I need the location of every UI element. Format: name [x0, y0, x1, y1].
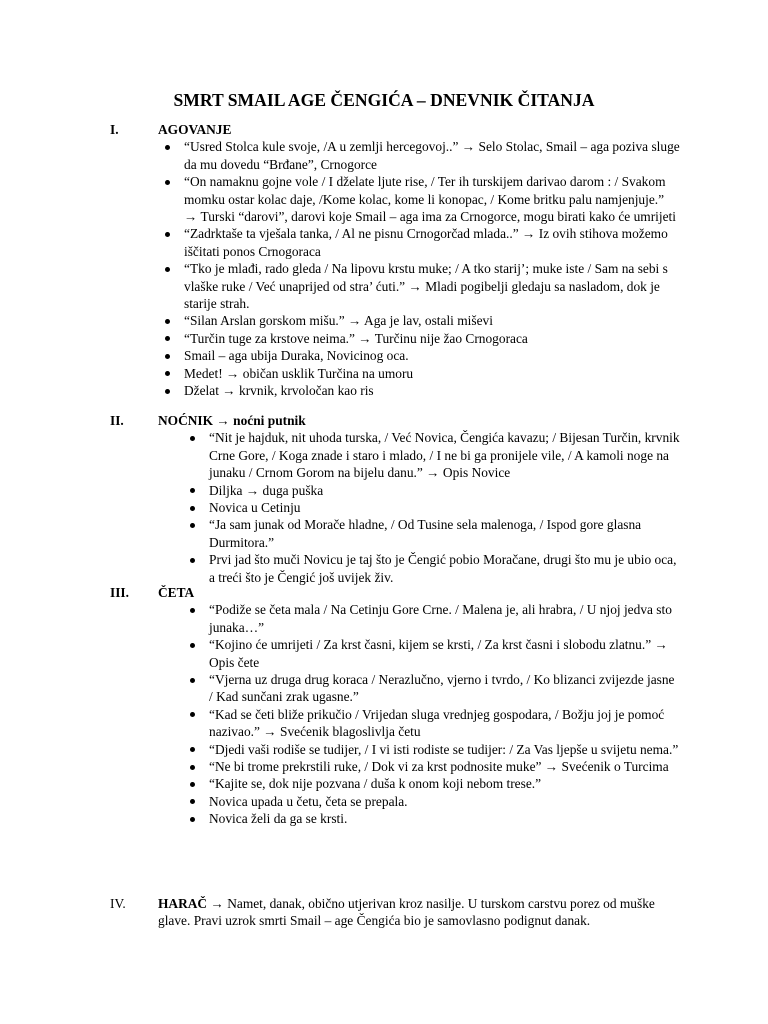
bullet-list [209, 601, 680, 827]
list-item: “Kajite se, dok nije pozvana / duša k onom koji nebom trese.” [209, 775, 680, 792]
list-item: “On namaknu gojne vole / I dželate ljute rise, / Ter ih turskijem darivao darom : / Svakom momku ostar kolac daje, /Kome kolac, kome li konopac, / Kome britku palu namjenjuje.” → Turski “darovi”, darovi koje Smail – aga ima za Crnogorce, mogu birati kako će umrijeti [184, 173, 680, 225]
list-item: “Djedi vaši rodiše se tudijer, / I vi isti rodiste se tudijer: / Za Vas ljepše u svijetu nema.” [209, 741, 679, 757]
section-ceta [110, 584, 680, 828]
section-numeral: II. [110, 413, 124, 428]
list-item: Medet! → običan usklik Turčina na umoru [184, 365, 680, 382]
bullet-list [209, 429, 680, 586]
list-item: Diljka → duga puška [209, 482, 680, 499]
section-numeral: IV. [110, 896, 126, 911]
list-item: “Ne bi trome prekrstili ruke, / Dok vi za krst podnosite muke” → Svećenik o Turcima [209, 758, 680, 775]
section-agovanje [110, 121, 680, 399]
section-heading [110, 412, 680, 429]
list-item: Novica želi da ga se krsti. [209, 810, 680, 827]
section-title: ČETA [158, 585, 195, 600]
section-numeral: I. [110, 122, 119, 137]
list-item: Prvi jad što muči Novicu je taj što je Čengić pobio Moračane, drugi što mu je ubio oca, a treći što je Čengić još uvijek živ. [209, 551, 680, 586]
list-item: Dželat → krvnik, krvoločan kao ris [184, 382, 680, 399]
section-title: AGOVANJE [158, 122, 232, 137]
document-title: SMRT SMAIL AGE ČENGIĆA – DNEVNIK ČITANJA [173, 90, 595, 110]
bullet-list [184, 138, 680, 399]
section-heading [110, 121, 680, 138]
list-item: “Kojino će umrijeti / Za krst časni, kijem se krsti, / Za krst časni i slobodu zlatnu.” → Opis čete [209, 636, 680, 671]
list-item: “Vjerna uz druga drug koraca / Nerazlučno, vjerno i tvrdo, / Ko blizanci zvijezde jasne / Kad sunčani zrak ugasne.” [209, 671, 680, 706]
list-item: “Usred Stolca kule svoje, /A u zemlji hercegovoj..” → Selo Stolac, Smail – aga poziva sluge da mu dovedu “Brđane”, Crnogorce [184, 139, 680, 172]
section-numeral: III. [110, 585, 129, 600]
section-harac [158, 895, 668, 930]
section-heading [110, 584, 680, 601]
list-item: “Podiže se četa mala / Na Cetinju Gore Crne. / Malena je, ali hrabra, / U njoj jedva sto junaka…” [209, 601, 680, 636]
list-item: Smail – aga ubija Duraka, Novicinog oca. [184, 347, 680, 364]
section-title: HARAČ [158, 896, 208, 911]
list-item: “Ja sam junak od Morače hladne, / Od Tusine sela malenoga, / Ispod gore glasna Durmitora.” [209, 516, 680, 551]
list-item: “Kad se četi bliže prikučio / Vrijedan sluga vrednjeg gospodara, / Božju joj je pomoć nazivao.” → Svećenik blagoslivlja četu [209, 706, 680, 741]
list-item: “Nit je hajduk, nit uhoda turska, / Već Novica, Čengića kavazu; / Bijesan Turčin, krvnik Crne Gore, / Koga znade i staro i mlado, / I ne bi ga pronijele vile, / A kamoli noge na junaku / Crnom Gorom na bijelu danu.” → Opis Novice [209, 430, 680, 481]
list-item: “Tko je mlađi, rado gleda / Na lipovu krstu muke; / A tko starij’; muke iste / Sam na sebi s vlaške ruke / Već unaprijed od stra’ ćuti.” → Mladi pogibelji gledaju sa nasladom, dok je starije strah. [184, 260, 680, 312]
section-text: → Namet, danak, obično utjerivan kroz nasilje. U turskom carstvu porez od muške glave. Pravi uzrok smrti Smail – age Čengića bio je samovlasno podignut danak. [158, 896, 655, 929]
section-title: NOĆNIK → noćni putnik [158, 413, 306, 428]
list-item: “Silan Arslan gorskom mišu.” → Aga je lav, ostali miševi [184, 312, 680, 329]
section-nocnik [110, 412, 680, 586]
list-item: Novica u Cetinju [209, 499, 680, 516]
list-item: “Zadrktaše ta vješala tanka, / Al ne pisnu Crnogorčad mlada..” → Iz ovih stihova možemo iščitati ponos Crnogoraca [184, 225, 680, 260]
list-item: “Turčin tuge za krstove neima.” → Turčinu nije žao Crnogoraca [184, 330, 680, 347]
list-item: Novica upada u četu, četa se prepala. [209, 793, 680, 810]
